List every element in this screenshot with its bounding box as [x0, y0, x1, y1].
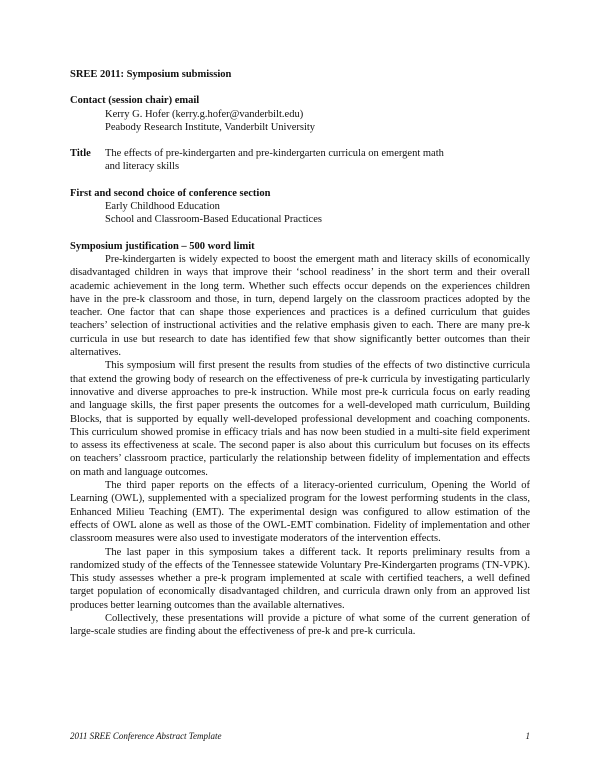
title-text — [105, 147, 444, 174]
justification-paragraph: The last paper in this symposium takes a different tack. It reports preliminary results from a randomized study of the effects of the Tennessee statewide Voluntary Pre-Kindergarten programs (TN-VPK). This study assesses whether a pre-k program implemented at scale with certified teachers, a well defined target population of economically disadvantaged children, and curricula drawn only from an approved list produces better learning outcomes than the available alternatives. — [70, 546, 530, 611]
contact-name-line: Kerry G. Hofer (kerry.g.hofer@vanderbilt.edu) — [105, 108, 304, 120]
section-choice-heading: First and second choice of conference section — [70, 187, 271, 199]
first-choice-line: Early Childhood Education — [105, 201, 220, 213]
page-number: 1 — [525, 731, 530, 741]
footer-template-name: 2011 SREE Conference Abstract Template — [70, 731, 222, 741]
justification-paragraph: The third paper reports on the effects of a literacy-oriented curriculum, Opening the World of Learning (OWL), supplemented with a specialized program for the lowest performing students in the class, Enhanced Milieu Teaching (EMT). The experimental design was configured to allow estimation of the effects of OWL alone as well as those of the OWL-EMT combination. Fidelity of implementation and other classroom measures were also used to investigate moderators of the intervention effects. — [70, 480, 530, 545]
justification-paragraph: Collectively, these presentations will provide a picture of what some of the current generation of large-scale studies are finding about the effectiveness of pre-k and pre-k curricula. — [70, 612, 530, 638]
justification-paragraph: Pre-kindergarten is widely expected to boost the emergent math and literacy skills of economically disadvantaged children in ways that improve their ‘school readiness’ in the short term and their overall academic achievement in the long term. Whether such effects occur depends on the experiences children have in the pre-k classroom and those, in turn, depend largely on the classroom practices adopted by the teacher. One factor that can shape those experiences and practices is a defined curriculum that guides teachers’ selection of instructional activities and the relative emphasis given to each. There are many pre-k curricula in use but research to date has identified few that show significantly better outcomes than their alternatives. — [70, 253, 530, 359]
title-section — [70, 147, 530, 174]
justification-heading: Symposium justification – 500 word limit — [70, 240, 255, 252]
document-body — [70, 68, 530, 639]
page-footer — [70, 731, 530, 741]
document-header: SREE 2011: Symposium submission — [70, 69, 232, 80]
conference-section-choice — [70, 187, 530, 227]
title-line: The effects of pre-kindergarten and pre-kindergarten curricula on emergent math — [105, 148, 444, 160]
justification-paragraph: This symposium will first present the results from studies of the effects of two distinctive curricula that extend the growing body of research on the effectiveness of pre-k curricula by investigating particularly innovative and diverse approaches to pre-k instruction. While most pre-k curricula focus on early reading and language skills, the first paper presents the outcomes for a well-developed math curriculum, Building Blocks, that is supported by equally well-developed professional development and coaching components. This curriculum showed promise in efficacy trials and has now been studied in a multi-site field experiment to assess its effectiveness at scale. The second paper is also about this curriculum but focuses on its effects on teachers’ classroom practice, particularly the relationship between fidelity of implementation and effects on math and language outcomes. — [70, 360, 530, 478]
title-label: Title — [70, 148, 91, 160]
justification-section — [70, 240, 530, 639]
second-choice-line: School and Classroom-Based Educational Practices — [105, 214, 322, 226]
contact-heading: Contact (session chair) email — [70, 95, 200, 107]
title-line: and literacy skills — [105, 161, 180, 173]
contact-section — [70, 94, 530, 134]
contact-affiliation-line: Peabody Research Institute, Vanderbilt University — [105, 121, 316, 133]
